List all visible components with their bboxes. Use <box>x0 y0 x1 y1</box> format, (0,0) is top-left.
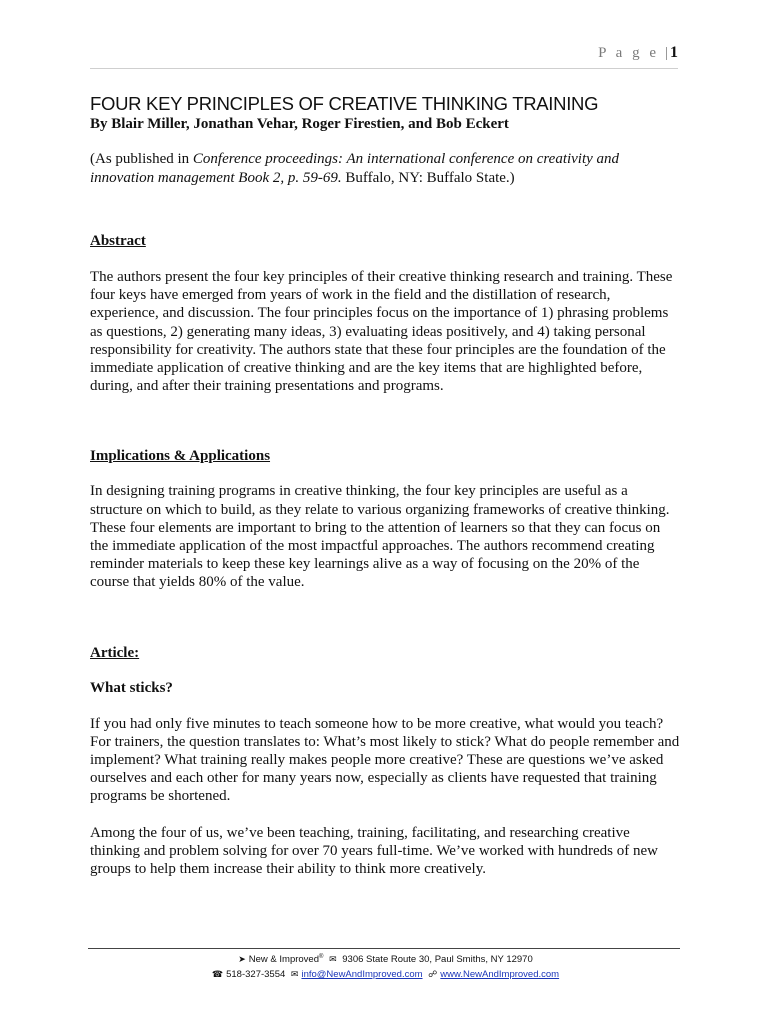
page-separator: | <box>664 45 668 61</box>
arrow-icon: ➤ <box>238 954 246 965</box>
footer-line-2 <box>88 967 680 982</box>
article-body <box>90 93 680 878</box>
page-footer <box>88 948 680 982</box>
envelope-icon: ✉ <box>329 954 337 965</box>
publication-suffix: Buffalo, NY: Buffalo State.) <box>341 169 515 186</box>
publication-title: Conference proceedings: An international conference on creativity and innovation management Book 2, p. 59-69. <box>90 151 620 186</box>
article-title: FOUR KEY PRINCIPLES OF CREATIVE THINKING TRAINING <box>90 93 599 114</box>
footer-website-link[interactable]: www.NewAndImproved.com <box>440 969 560 981</box>
phone-icon: ☎ <box>211 969 224 980</box>
implications-paragraph: In designing training programs in creative thinking, the four key principles are useful as a structure on which to build, as they relate to various organizing frameworks of creative thinking. These four elements are important to bring to the attention of learners so that they can focus on the immediate application of the most impactful approaches. The authors recommend creating reminder materials to keep these key learnings alive as a way of focusing on the 20% of the course that yields 80% of the value. <box>90 483 670 591</box>
web-icon: ☍ <box>428 969 438 980</box>
publication-note <box>90 150 680 187</box>
page-number: 1 <box>670 44 678 61</box>
footer-email-link[interactable]: info@NewAndImproved.com <box>301 969 423 981</box>
footer-company: New & Improved <box>248 954 320 966</box>
publication-prefix: (As published in <box>90 151 193 167</box>
footer-address: 9306 State Route 30, Paul Smiths, NY 12970 <box>342 954 533 966</box>
abstract-heading: Abstract <box>90 233 146 249</box>
page-header <box>90 44 678 69</box>
experience-paragraph: Among the four of us, we’ve been teaching, training, facilitating, and researching creative thinking and problem solving for over 70 years full-time. We’ve worked with hundreds of new groups to help them increase their ability to think more creatively. <box>90 824 658 878</box>
implications-heading: Implications & Applications <box>90 448 271 465</box>
footer-phone: 518-327-3554 <box>226 969 286 981</box>
abstract-paragraph: The authors present the four key principles of their creative thinking research and training. These four keys have emerged from years of work in the field and the distillation of research, experience, and discussion. The four principles focus on the importance of 1) phrasing problems as questions, 2) generating many ideas, 3) evaluating ideas positively, and 4) taking personal responsibility for creativity. The authors state that these four principles are the foundation of the immediate application of creative thinking and are the key items that are highlighted before, during, and after their training presentations and programs. <box>90 269 673 395</box>
what-sticks-heading: What sticks? <box>90 679 173 696</box>
article-heading: Article: <box>90 644 140 661</box>
page-label: P a g e <box>598 45 659 61</box>
registered-mark: ® <box>319 954 324 960</box>
footer-line-1 <box>88 950 680 967</box>
what-sticks-paragraph: If you had only five minutes to teach someone how to be more creative, what would you teach? For trainers, the question translates to: What’s most likely to stick? What do people remember and implement? What training really makes people more creative? These are questions we’ve asked ourselves and each other for many years now, especially as clients have requested that training programs be shortened. <box>90 715 680 805</box>
email-icon: ✉ <box>290 969 299 980</box>
article-authors: By Blair Miller, Jonathan Vehar, Roger Firestien, and Bob Eckert <box>90 116 509 132</box>
